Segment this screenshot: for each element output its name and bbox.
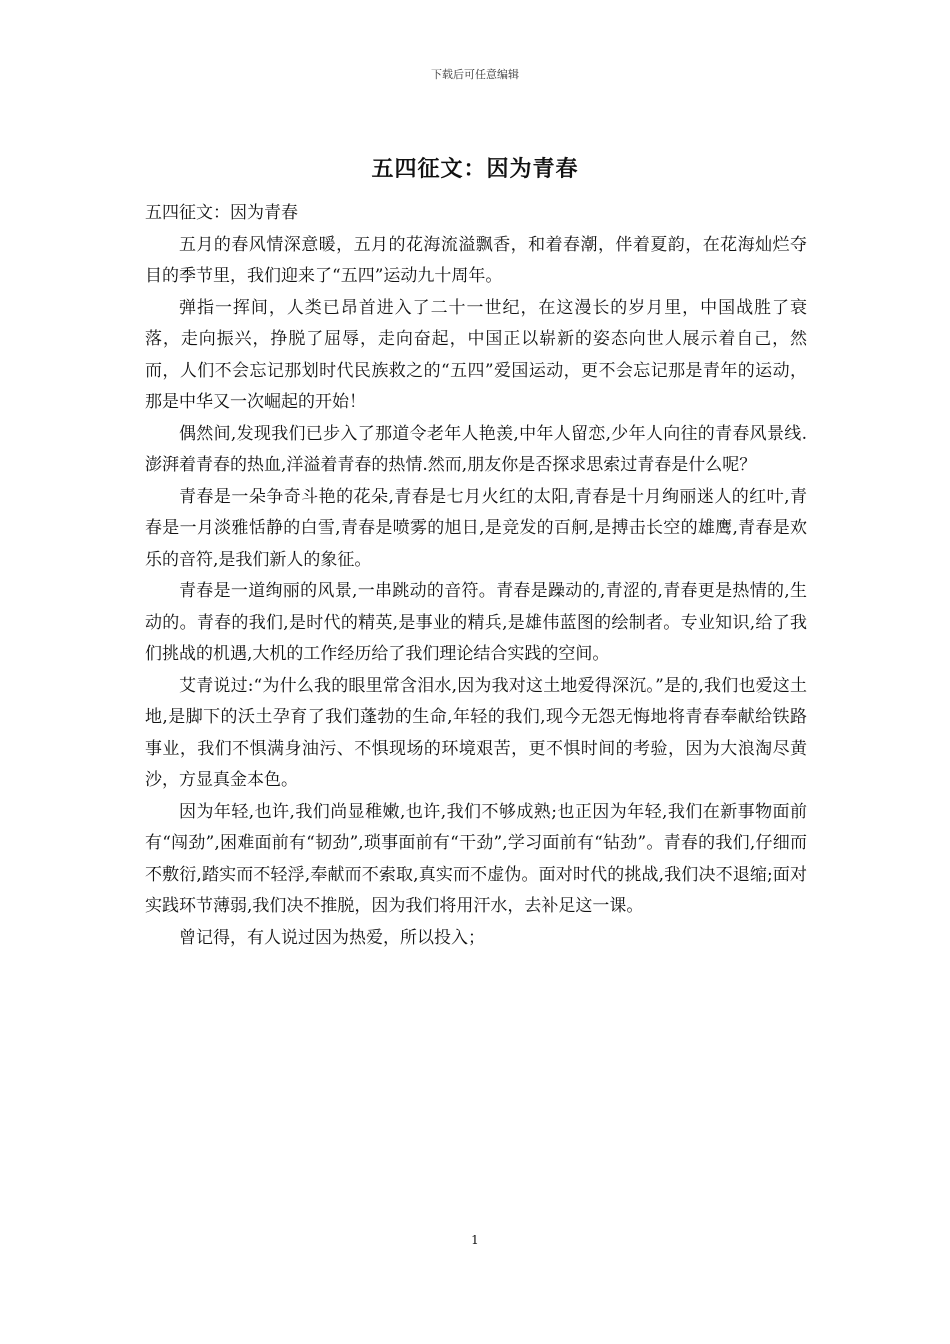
paragraph: 青春是一道绚丽的风景,一串跳动的音符。青春是躁动的,青涩的,青春更是热情的,生动的。青春的我们,是时代的精英,是事业的精兵,是雄伟蓝图的绘制者。专业知识,给了我们挑战的机遇,大机的工作经历给了我们理论结合实践的空间。	[145, 581, 807, 664]
document-title: 五四征文：因为青春	[371, 156, 579, 182]
paragraph: 偶然间,发现我们已步入了那道令老年人艳羡,中年人留恋,少年人向往的青春风景线.澎湃着青春的热血,洋溢着青春的热情.然而,朋友你是否探求思索过青春是什么呢？	[145, 423, 807, 475]
document-subtitle: 五四征文：因为青春	[145, 203, 298, 223]
paragraph: 五月的春风情深意暖，五月的花海流溢飘香，和着春潮，伴着夏韵，在花海灿烂夺目的季节里，我们迎来了“五四”运动九十周年。	[145, 234, 807, 286]
page-number: 1	[471, 1233, 479, 1247]
document-body	[145, 198, 807, 954]
paragraph: 青春是一朵争奇斗艳的花朵,青春是七月火红的太阳,青春是十月绚丽迷人的红叶,青春是一月淡雅恬静的白雪,青春是喷雾的旭日,是竞发的百舸,是搏击长空的雄鹰,青春是欢乐的音符,是我们新人的象征。	[145, 486, 807, 570]
paragraph: 弹指一挥间，人类已昂首进入了二十一世纪，在这漫长的岁月里，中国战胜了衰落，走向振兴，挣脱了屈辱，走向奋起，中国正以崭新的姿态向世人展示着自己，然而，人们不会忘记那划时代民族救之的“五四”爱国运动，更不会忘记那是青年的运动，那是中华又一次崛起的开始！	[145, 297, 807, 412]
header-note: 下载后可任意编辑	[431, 68, 519, 81]
paragraph: 曾记得，有人说过因为热爱，所以投入；	[179, 927, 485, 948]
paragraph: 艾青说过:“为什么我的眼里常含泪水,因为我对这土地爱得深沉。”是的,我们也爱这土地,是脚下的沃土孕育了我们蓬勃的生命,年轻的我们,现今无怨无悔地将青春奉献给铁路事业，我们不惧满身油污、不惧现场的环境艰苦，更不惧时间的考验，因为大浪淘尽黄沙，方显真金本色。	[145, 675, 807, 790]
paragraph: 因为年轻,也许,我们尚显稚嫩,也许,我们不够成熟;也正因为年轻,我们在新事物面前有“闯劲”,困难面前有“韧劲”,琐事面前有“干劲”,学习面前有“钻劲”。青春的我们,仔细而不敷衍,踏实而不轻浮,奉献而不索取,真实而不虚伪。面对时代的挑战,我们决不退缩;面对实践环节薄弱,我们决不推脱，因为我们将用汗水，去补足这一课。	[145, 801, 807, 916]
